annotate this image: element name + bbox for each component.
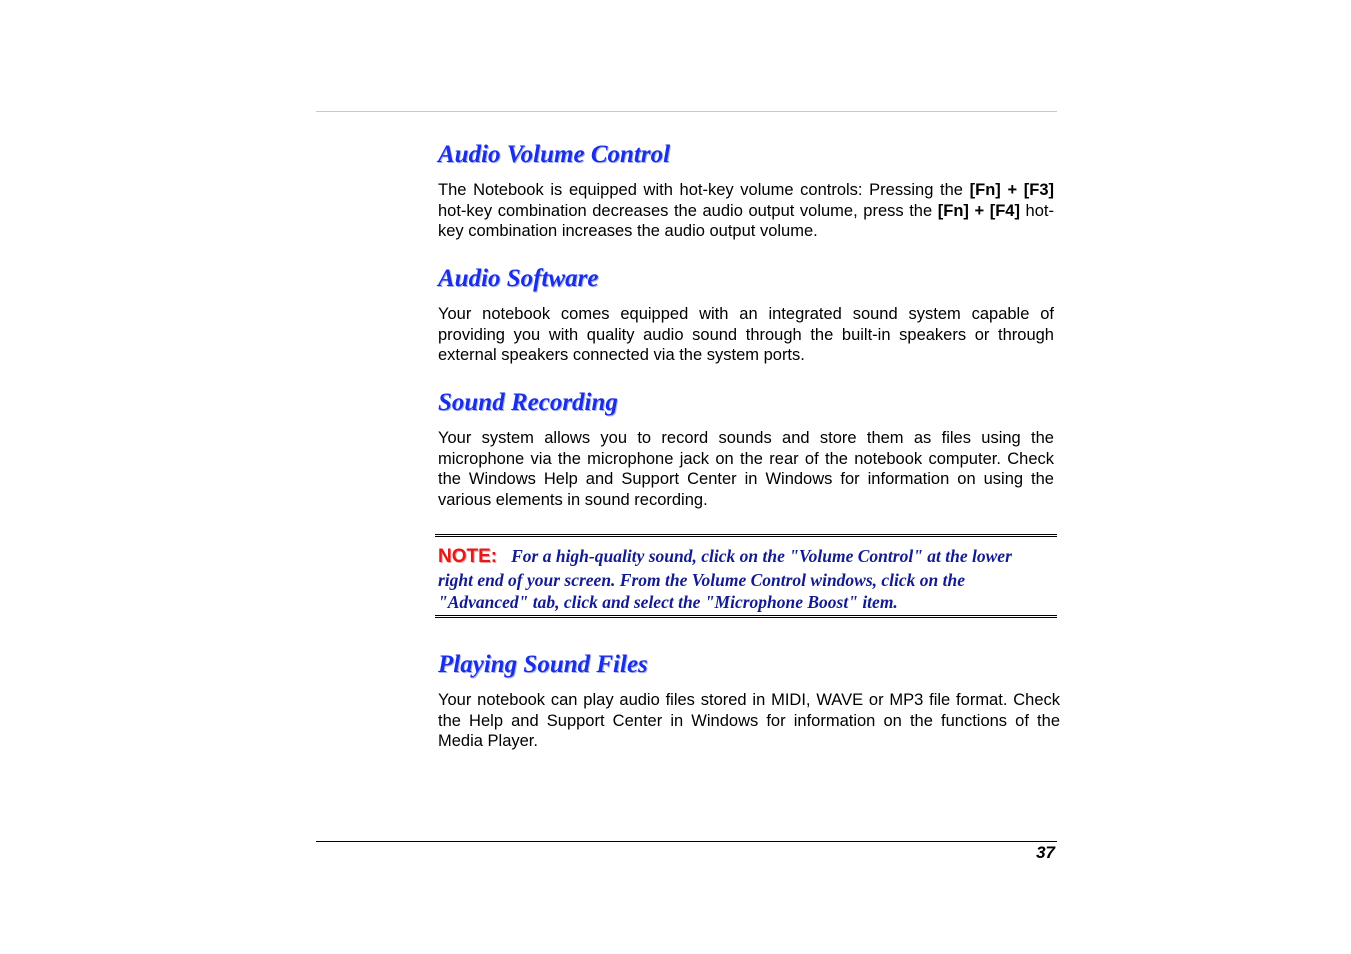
section-heading-audio-volume-control: Audio Volume Control <box>438 141 671 168</box>
header-rule <box>316 111 1057 112</box>
page-number: 37 <box>1036 843 1055 862</box>
note-label: NOTE: <box>438 546 498 567</box>
footer-rule <box>316 841 1057 842</box>
body-text: hot-key combination increases the audio output volume. <box>438 201 1054 240</box>
section-heading-sound-recording: Sound Recording <box>438 389 618 416</box>
note-box <box>435 534 1057 618</box>
hotkey-fn-f4: [Fn] + [F4] <box>937 201 1020 220</box>
body-text: The Notebook is equipped with hot-key volume controls: Pressing the <box>438 181 970 199</box>
note-paragraph <box>438 545 1050 614</box>
body-text: hot-key combination decreases the audio output volume, press the <box>438 201 938 220</box>
section-body-sound-recording: Your system allows you to record sounds and store them as files using the microphone via the microphone jack on the rear of the notebook computer. Check the Windows Help and Support Center in Windows for information on using the various elements in sound recording. <box>438 429 1054 509</box>
section-heading-playing-sound-files: Playing Sound Files <box>438 651 648 678</box>
hotkey-fn-f3: [Fn] + [F3] <box>969 181 1054 199</box>
section-body-audio-volume-control <box>438 180 1054 242</box>
section-body-audio-software: Your notebook comes equipped with an integrated sound system capable of providing you with quality audio sound through the built-in speakers or through external speakers connected via the system ports. <box>438 305 1054 364</box>
section-heading-audio-software: Audio Software <box>438 265 599 292</box>
section-body-playing-sound-files: Your notebook can play audio files stored in MIDI, WAVE or MP3 file format. Check the Help and Support Center in Windows for information on the functions of the Media Player. <box>438 691 1060 750</box>
note-text: For a high-quality sound, click on the "Volume Control" at the lower right end of your screen. From the Volume Control windows, click on the "Advanced" tab, click and select the "Microphone Boost" item. <box>438 546 1012 612</box>
